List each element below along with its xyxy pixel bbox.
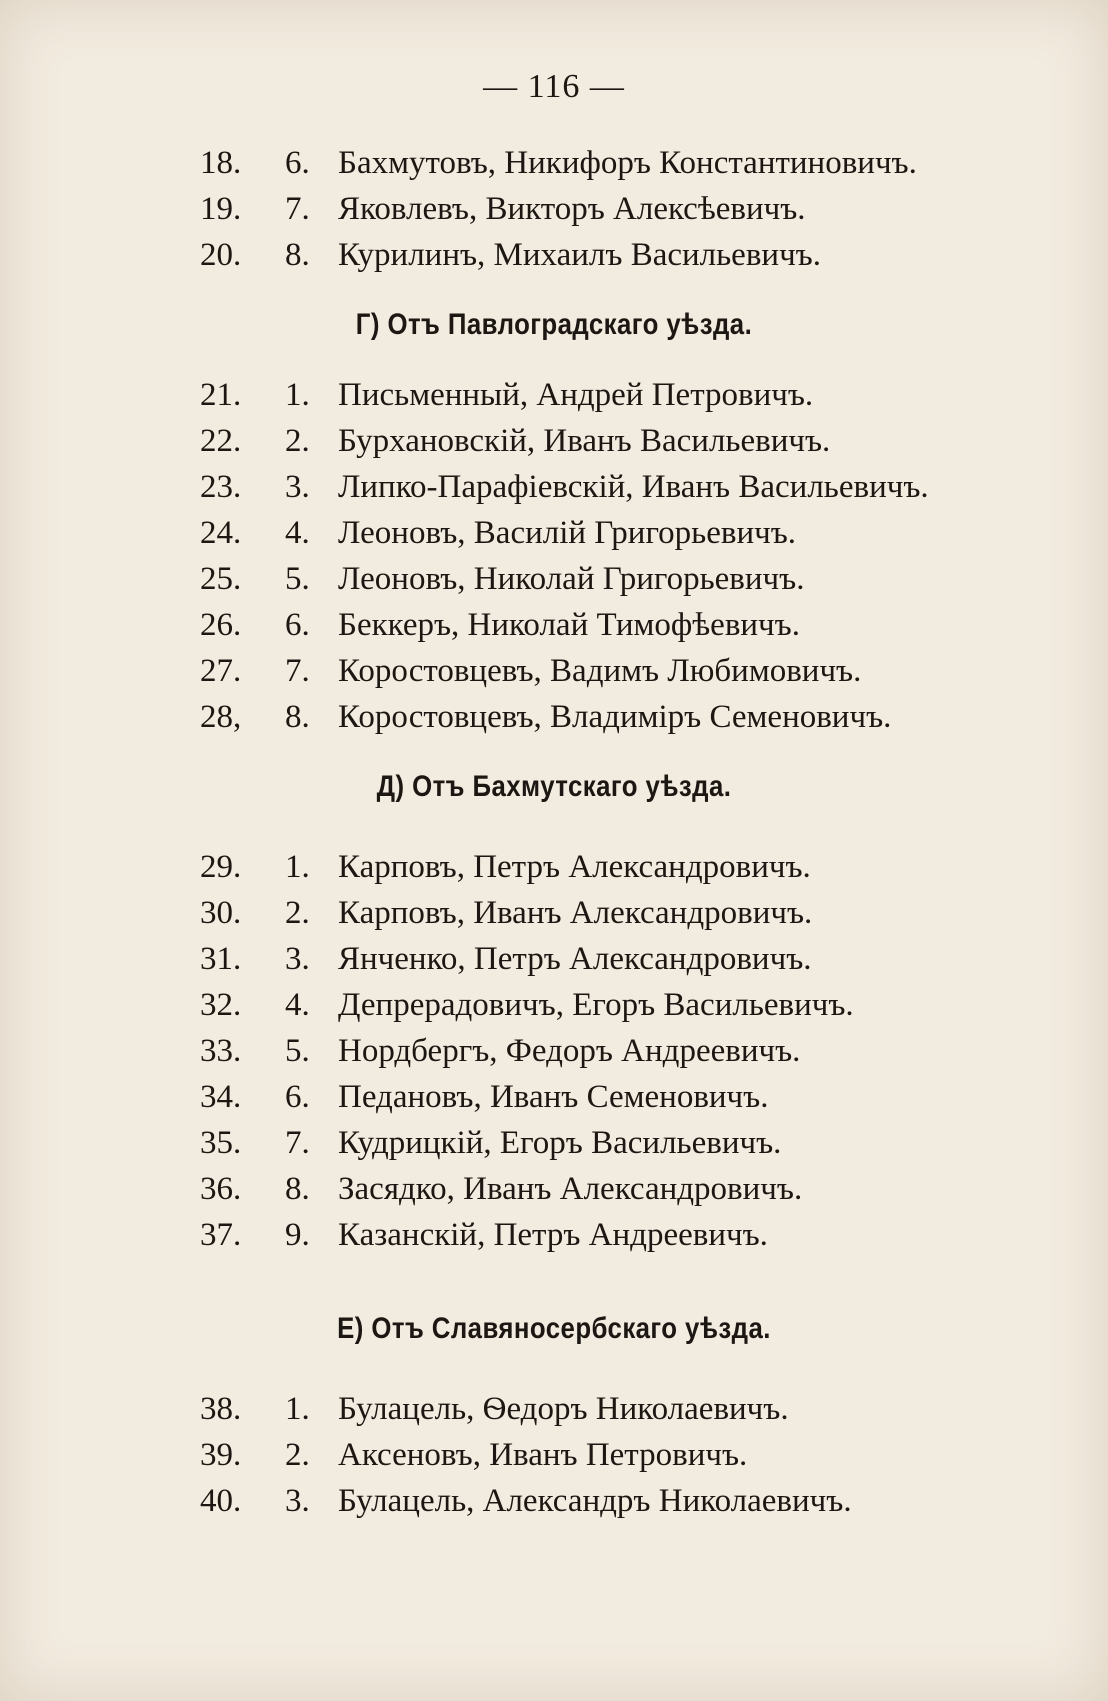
- list-item: [0, 982, 1108, 1028]
- entry-subnumber: 5.: [285, 1033, 310, 1069]
- entry-number: 23.: [200, 469, 242, 505]
- entry-subnumber: 3.: [285, 941, 310, 977]
- entry-number: 18.: [200, 145, 242, 181]
- list-item: [0, 1120, 1108, 1166]
- entry-number: 25.: [200, 561, 242, 597]
- entry-name: Нордбергъ, Федоръ Андреевичъ.: [338, 1033, 801, 1069]
- entry-number: 35.: [200, 1125, 242, 1161]
- entry-name: Янченко, Петръ Александровичъ.: [338, 941, 812, 977]
- entry-number: 38.: [200, 1391, 242, 1427]
- entry-name: Беккеръ, Николай Тимофѣевичъ.: [338, 607, 800, 643]
- list-item: [0, 1212, 1108, 1258]
- entry-name: Яковлевъ, Викторъ Алексѣевичъ.: [338, 191, 806, 227]
- entry-name: Педановъ, Иванъ Семеновичъ.: [338, 1079, 769, 1115]
- list-item: [0, 1166, 1108, 1212]
- list-item: [0, 372, 1108, 418]
- entry-name: Казанскій, Петръ Андреевичъ.: [338, 1217, 768, 1253]
- entry-subnumber: 9.: [285, 1217, 310, 1253]
- list-item: [0, 844, 1108, 890]
- list-item: [0, 694, 1108, 740]
- entry-number: 37.: [200, 1217, 242, 1253]
- entry-subnumber: 1.: [285, 849, 310, 885]
- entry-subnumber: 2.: [285, 895, 310, 931]
- list-item: [0, 1386, 1108, 1432]
- entry-number: 34.: [200, 1079, 242, 1115]
- entry-number: 32.: [200, 987, 242, 1023]
- entry-subnumber: 8.: [285, 1171, 310, 1207]
- entry-number: 19.: [200, 191, 242, 227]
- entry-name: Депрерадовичъ, Егоръ Васильевичъ.: [338, 987, 854, 1023]
- list-item: [0, 232, 1108, 278]
- list-item: [0, 140, 1108, 186]
- entry-number: 29.: [200, 849, 242, 885]
- entry-subnumber: 7.: [285, 1125, 310, 1161]
- list-item: [0, 418, 1108, 464]
- entry-number: 36.: [200, 1171, 242, 1207]
- entry-name: Карповъ, Петръ Александровичъ.: [338, 849, 811, 885]
- entry-number: 30.: [200, 895, 242, 931]
- entry-number: 28,: [200, 699, 242, 735]
- list-item: [0, 186, 1108, 232]
- entry-subnumber: 6.: [285, 1079, 310, 1115]
- list-item: [0, 510, 1108, 556]
- entry-subnumber: 1.: [285, 1391, 310, 1427]
- list-item: [0, 1432, 1108, 1478]
- entry-name: Булацель, Ѳедоръ Николаевичъ.: [338, 1391, 789, 1427]
- entry-name: Леоновъ, Николай Григорьевичъ.: [338, 561, 805, 597]
- entry-subnumber: 8.: [285, 237, 310, 273]
- entry-subnumber: 4.: [285, 987, 310, 1023]
- list-item: [0, 464, 1108, 510]
- entry-name: Липко-Парафіевскій, Иванъ Васильевичъ.: [338, 469, 929, 505]
- entry-subnumber: 2.: [285, 423, 310, 459]
- entry-name: Засядко, Иванъ Александровичъ.: [338, 1171, 803, 1207]
- entry-subnumber: 7.: [285, 653, 310, 689]
- entry-name: Коростовцевъ, Владиміръ Семеновичъ.: [338, 699, 892, 735]
- list-item: [0, 602, 1108, 648]
- list-item: [0, 556, 1108, 602]
- entry-subnumber: 4.: [285, 515, 310, 551]
- entry-number: 20.: [200, 237, 242, 273]
- entry-subnumber: 3.: [285, 469, 310, 505]
- entry-name: Булацель, Александръ Николаевичъ.: [338, 1483, 852, 1519]
- list-item: [0, 1074, 1108, 1120]
- entry-subnumber: 3.: [285, 1483, 310, 1519]
- page-number: — 116 —: [483, 68, 625, 105]
- entry-number: 31.: [200, 941, 242, 977]
- entry-number: 26.: [200, 607, 242, 643]
- section-title-slavyanoserbsk: Е) Отъ Славяносербскаго уѣзда.: [337, 1312, 771, 1345]
- entry-number: 22.: [200, 423, 242, 459]
- entry-name: Письменный, Андрей Петровичъ.: [338, 377, 814, 413]
- entry-name: Курилинъ, Михаилъ Васильевичъ.: [338, 237, 821, 273]
- entry-subnumber: 2.: [285, 1437, 310, 1473]
- entry-name: Бурхановскій, Иванъ Васильевичъ.: [338, 423, 831, 459]
- entry-name: Леоновъ, Василій Григорьевичъ.: [338, 515, 797, 551]
- entry-subnumber: 8.: [285, 699, 310, 735]
- entry-subnumber: 5.: [285, 561, 310, 597]
- entry-subnumber: 6.: [285, 607, 310, 643]
- list-item: [0, 648, 1108, 694]
- entry-name: Бахмутовъ, Никифоръ Константиновичъ.: [338, 145, 917, 181]
- entry-subnumber: 7.: [285, 191, 310, 227]
- member-list: [0, 140, 1108, 1524]
- entry-name: Аксеновъ, Иванъ Петровичъ.: [338, 1437, 748, 1473]
- section-title-bakhmut: Д) Отъ Бахмутскаго уѣзда.: [376, 770, 732, 803]
- list-item: [0, 1478, 1108, 1524]
- entry-name: Кудрицкій, Егоръ Васильевичъ.: [338, 1125, 782, 1161]
- entry-subnumber: 1.: [285, 377, 310, 413]
- entry-number: 39.: [200, 1437, 242, 1473]
- entry-number: 27.: [200, 653, 242, 689]
- entry-number: 21.: [200, 377, 242, 413]
- entry-number: 24.: [200, 515, 242, 551]
- entry-number: 40.: [200, 1483, 242, 1519]
- list-item: [0, 1028, 1108, 1074]
- section-title-pavlograd: Г) Отъ Павлоградскаго уѣзда.: [355, 308, 753, 341]
- entry-subnumber: 6.: [285, 145, 310, 181]
- list-item: [0, 890, 1108, 936]
- list-item: [0, 936, 1108, 982]
- entry-name: Карповъ, Иванъ Александровичъ.: [338, 895, 813, 931]
- entry-name: Коростовцевъ, Вадимъ Любимовичъ.: [338, 653, 862, 689]
- entry-number: 33.: [200, 1033, 242, 1069]
